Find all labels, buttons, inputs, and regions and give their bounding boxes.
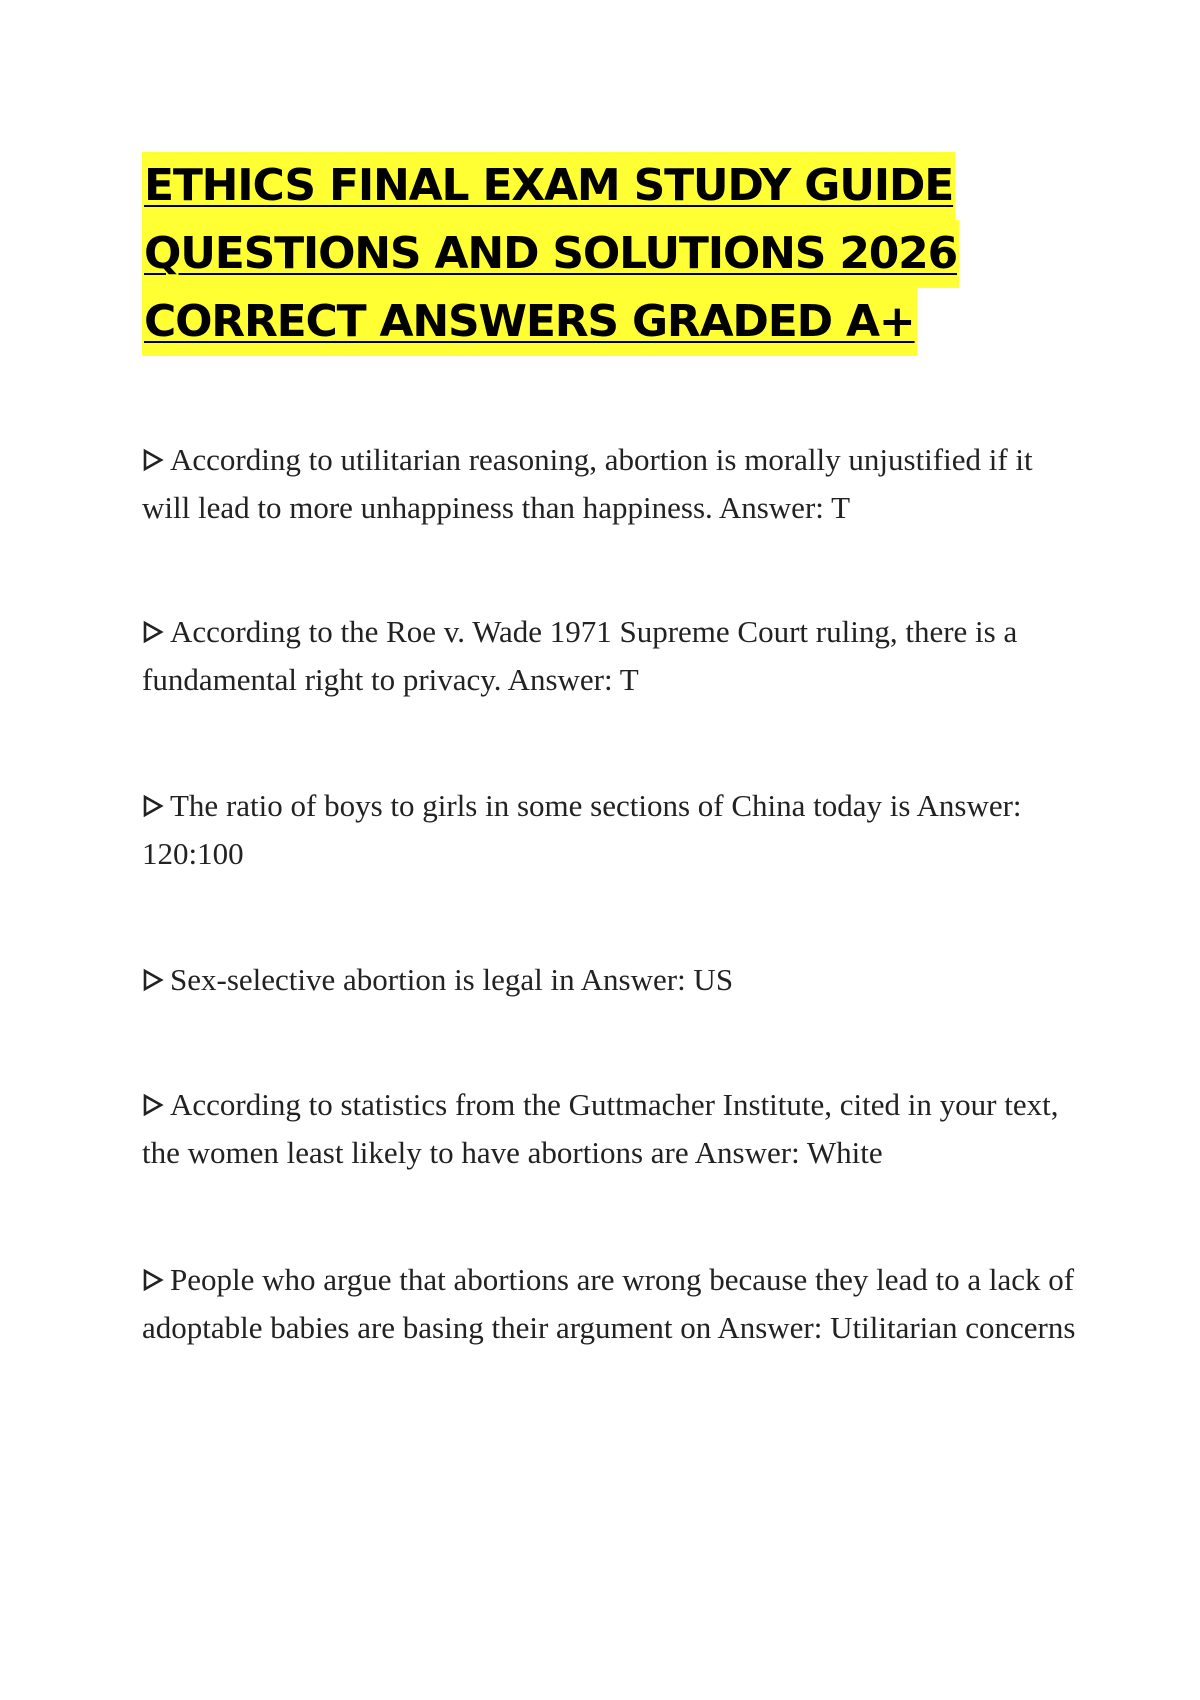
triangle-arrow-icon (142, 794, 168, 818)
triangle-arrow-icon (142, 968, 168, 992)
question-text: Sex-selective abortion is legal in Answer: US (170, 962, 734, 997)
title-line-1: ETHICS FINAL EXAM STUDY GUIDE (142, 152, 955, 220)
title-line-3: CORRECT ANSWERS GRADED A+ (142, 288, 917, 356)
question-text: According to the Roe v. Wade 1971 Supreme Court ruling, there is a fundamental right to privacy. Answer: T (142, 614, 1018, 697)
document-title (142, 152, 1042, 356)
question-item-1 (142, 436, 1082, 532)
question-text: People who argue that abortions are wrong because they lead to a lack of adoptable babies are basing their argument on Answer: Utilitarian concerns (142, 1262, 1076, 1345)
triangle-arrow-icon (142, 1268, 168, 1292)
question-item-3 (142, 782, 1082, 878)
question-item-6 (142, 1256, 1082, 1352)
question-text: According to statistics from the Guttmacher Institute, cited in your text, the women least likely to have abortions are Answer: White (142, 1087, 1059, 1170)
triangle-arrow-icon (142, 1093, 168, 1117)
title-line-2: QUESTIONS AND SOLUTIONS 2026 (142, 220, 959, 288)
triangle-arrow-icon (142, 620, 168, 644)
question-item-5 (142, 1081, 1082, 1177)
triangle-arrow-icon (142, 448, 168, 472)
question-text: According to utilitarian reasoning, abortion is morally unjustified if it will lead to more unhappiness than happiness. Answer: T (142, 442, 1033, 525)
question-text: The ratio of boys to girls in some sections of China today is Answer: 120:100 (142, 788, 1022, 871)
question-item-4 (142, 956, 1082, 1004)
question-item-2 (142, 608, 1082, 704)
